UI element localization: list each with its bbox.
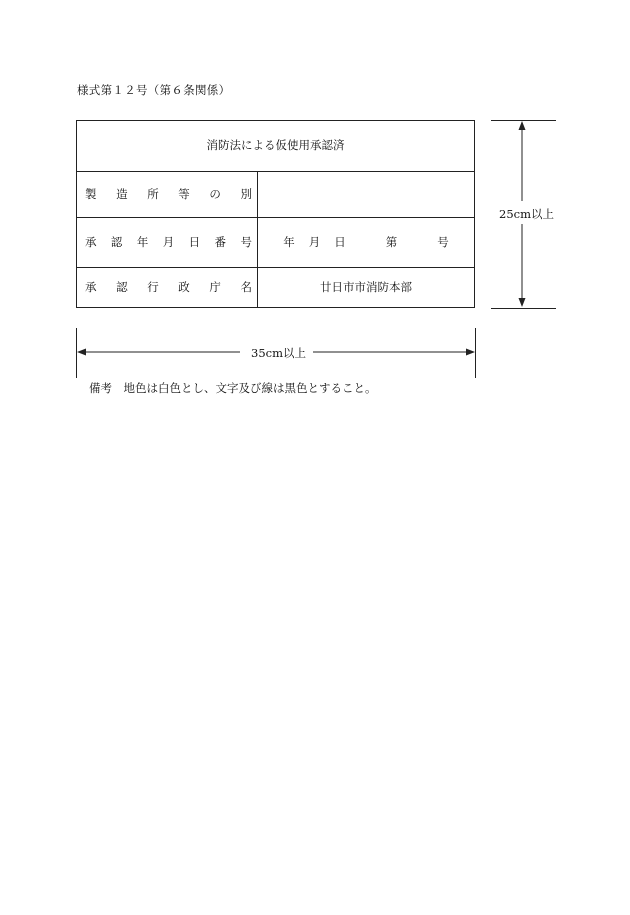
value-part: 日 xyxy=(334,235,346,249)
label-char: 号 xyxy=(240,235,252,249)
label-char: 承 xyxy=(85,235,97,249)
form-number: 様式第１２号（第６条関係） xyxy=(77,83,231,97)
label-char: 等 xyxy=(178,187,190,201)
width-extension-right xyxy=(475,328,476,378)
label-char: 年 xyxy=(136,235,149,249)
value-part: 第 xyxy=(385,235,398,249)
value-part: 月 xyxy=(308,235,321,249)
label-char: 製 xyxy=(85,187,97,201)
label-char: 承 xyxy=(85,280,97,294)
label-char: 番 xyxy=(214,235,227,249)
value-part: 年 xyxy=(283,235,295,249)
height-dimension-label: 25cm以上 xyxy=(499,207,554,221)
label-char: の xyxy=(209,187,221,201)
remarks-note: 備考 地色は白色とし、文字及び線は黒色とすること。 xyxy=(89,381,377,395)
label-char: 所 xyxy=(147,187,159,201)
label-char: 政 xyxy=(178,280,190,294)
width-extension-left xyxy=(76,328,77,378)
label-char: 月 xyxy=(162,235,175,249)
label-char: 別 xyxy=(240,187,252,201)
label-char: 認 xyxy=(110,235,123,249)
label-char: 日 xyxy=(188,235,201,249)
row-value: 廿日市市消防本部 xyxy=(320,280,412,294)
label-char: 行 xyxy=(147,280,159,294)
label-char: 庁 xyxy=(209,280,221,294)
label-char: 認 xyxy=(116,280,128,294)
sign-title: 消防法による仮使用承認済 xyxy=(206,138,345,152)
value-part: 号 xyxy=(437,235,449,249)
label-char: 造 xyxy=(116,187,128,201)
label-char: 名 xyxy=(240,280,252,294)
width-dimension-label: 35cm以上 xyxy=(251,346,306,360)
